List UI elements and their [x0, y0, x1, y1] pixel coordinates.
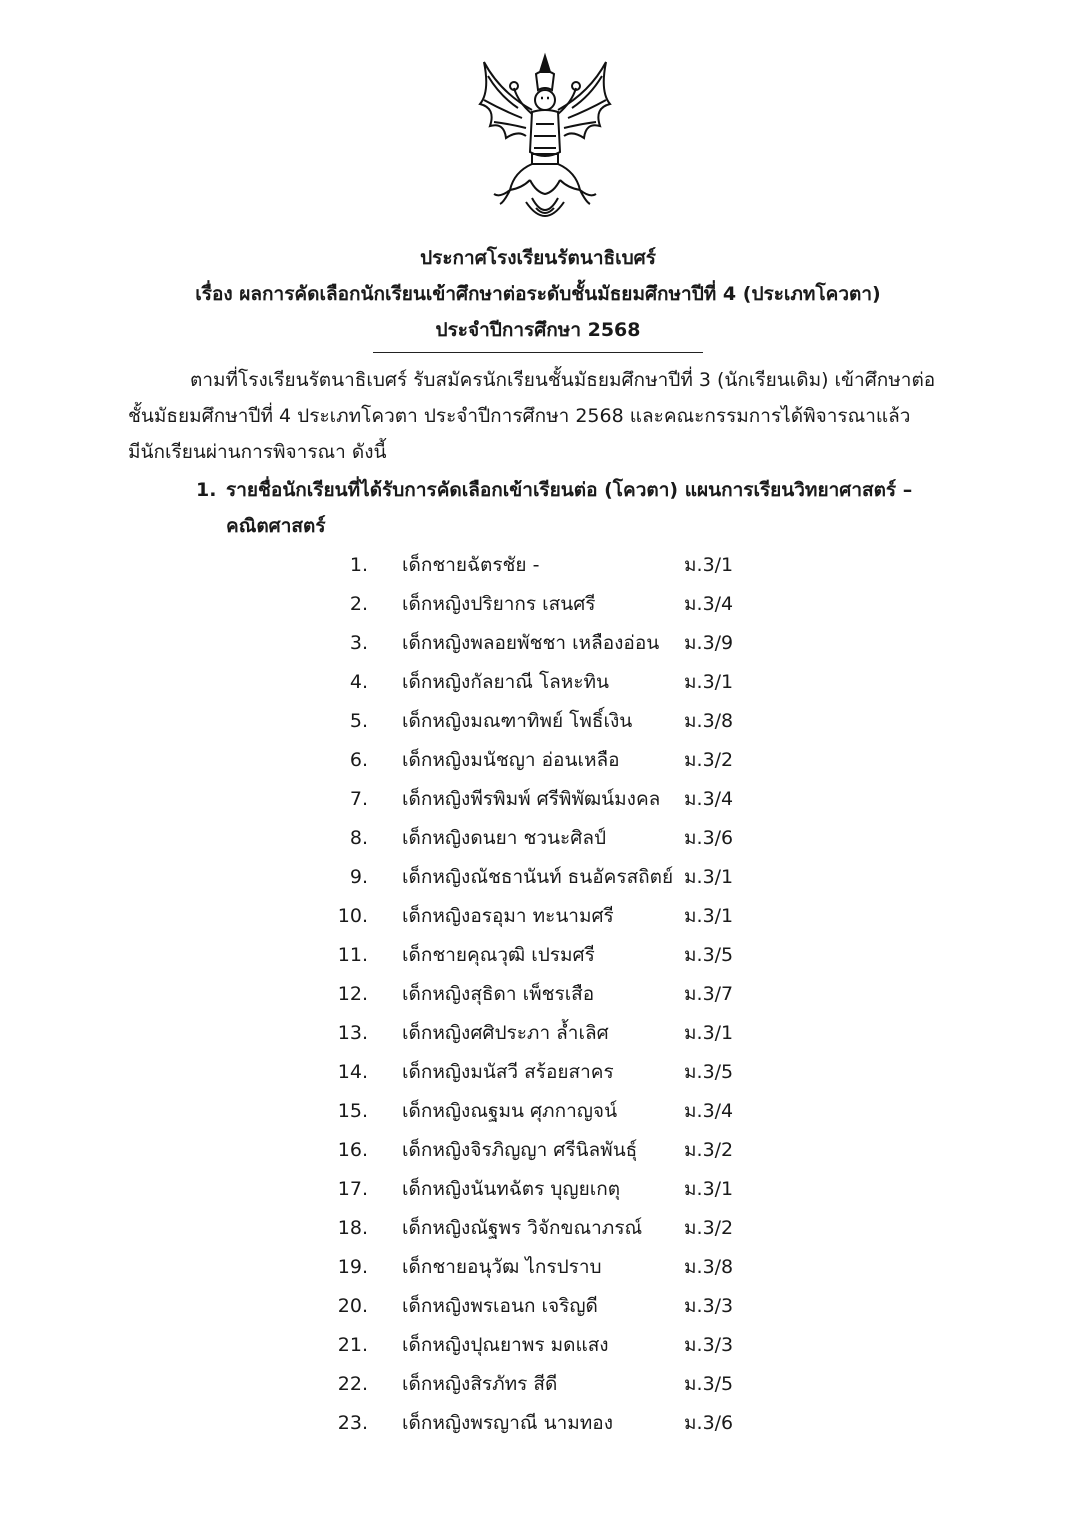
- list-item: [330, 819, 790, 858]
- list-item: [330, 1170, 790, 1209]
- student-class: ม.3/8: [684, 1256, 734, 1278]
- section-title-line-1: รายชื่อนักเรียนที่ได้รับการคัดเลือกเข้าเรียนต่อ (โควตา) แผนการเรียนวิทยาศาสตร์ –: [226, 479, 913, 501]
- student-list: [330, 546, 790, 1443]
- student-name: เด็กหญิงจิรภิญญา ศรีนิลพันธุ์: [402, 1139, 638, 1161]
- student-number: 22.: [337, 1373, 368, 1395]
- student-class: ม.3/1: [684, 1178, 734, 1200]
- student-name: เด็กชายอนุวัฒ ไกรปราบ: [402, 1256, 602, 1278]
- student-class: ม.3/3: [684, 1334, 734, 1356]
- student-number: 13.: [337, 1022, 368, 1044]
- list-item: [330, 1365, 790, 1404]
- list-item: [330, 858, 790, 897]
- student-name: เด็กหญิงณัชธานันท์ ธนอัครสถิตย์: [402, 866, 674, 888]
- student-class: ม.3/3: [684, 1295, 734, 1317]
- student-class: ม.3/4: [684, 788, 734, 810]
- student-name: เด็กชายคุณวุฒิ เปรมศรี: [402, 944, 595, 966]
- student-number: 21.: [337, 1334, 368, 1356]
- student-number: 15.: [337, 1100, 368, 1122]
- list-item: [330, 702, 790, 741]
- student-class: ม.3/5: [684, 1373, 734, 1395]
- student-name: เด็กหญิงณฐมน ศุภกาญจน์: [402, 1100, 618, 1122]
- student-name: เด็กหญิงปุณยาพร มดแสง: [402, 1334, 609, 1356]
- list-item: [330, 1131, 790, 1170]
- student-name: เด็กหญิงมนัสวี สร้อยสาคร: [402, 1061, 614, 1083]
- student-class: ม.3/1: [684, 905, 734, 927]
- section-title-line-2: คณิตศาสตร์: [226, 515, 326, 537]
- student-class: ม.3/1: [684, 866, 734, 888]
- list-item: [330, 1053, 790, 1092]
- list-item: [330, 1209, 790, 1248]
- student-number: 23.: [337, 1412, 368, 1434]
- student-class: ม.3/4: [684, 593, 734, 615]
- announcement-header: [0, 240, 1076, 353]
- student-name: เด็กหญิงกัลยาณี โลหะทิน: [402, 671, 610, 693]
- student-name: เด็กหญิงอรอุมา ทะนามศรี: [402, 905, 614, 927]
- student-name: เด็กหญิงนันทฉัตร บุญยเกตุ: [402, 1178, 621, 1200]
- list-item: [330, 897, 790, 936]
- list-item: [330, 741, 790, 780]
- student-class: ม.3/6: [684, 827, 734, 849]
- intro-paragraph: [128, 362, 958, 470]
- student-name: เด็กหญิงมณฑาทิพย์ โพธิ์เงิน: [402, 710, 633, 732]
- list-item: [330, 1014, 790, 1053]
- student-number: 11.: [337, 944, 368, 966]
- student-number: 6.: [349, 749, 368, 771]
- student-number: 12.: [337, 983, 368, 1005]
- student-class: ม.3/5: [684, 1061, 734, 1083]
- student-number: 7.: [349, 788, 368, 810]
- student-name: เด็กชายฉัตรชัย -: [402, 554, 540, 576]
- student-class: ม.3/6: [684, 1412, 734, 1434]
- announcement-subject: เรื่อง ผลการคัดเลือกนักเรียนเข้าศึกษาต่อระดับชั้นมัธยมศึกษาปีที่ 4 (ประเภทโควตา): [195, 283, 881, 305]
- student-number: 3.: [349, 632, 368, 654]
- list-item: [330, 975, 790, 1014]
- student-name: เด็กหญิงพลอยพัชชา เหลืองอ่อน: [402, 632, 660, 654]
- list-item: [330, 1326, 790, 1365]
- student-name: เด็กหญิงมนัชญา อ่อนเหลือ: [402, 749, 620, 771]
- student-class: ม.3/4: [684, 1100, 734, 1122]
- student-class: ม.3/9: [684, 632, 734, 654]
- list-item: [330, 663, 790, 702]
- list-item: [330, 936, 790, 975]
- student-number: 17.: [337, 1178, 368, 1200]
- student-class: ม.3/2: [684, 749, 734, 771]
- student-number: 19.: [337, 1256, 368, 1278]
- list-item: [330, 624, 790, 663]
- student-number: 16.: [337, 1139, 368, 1161]
- student-name: เด็กหญิงพรญาณี นามทอง: [402, 1412, 613, 1434]
- student-number: 14.: [337, 1061, 368, 1083]
- section-number: 1.: [196, 479, 217, 501]
- student-name: เด็กหญิงพีรพิมพ์ ศรีพิพัฒน์มงคล: [402, 788, 661, 810]
- announcement-title: ประกาศโรงเรียนรัตนาธิเบศร์: [420, 247, 656, 269]
- student-number: 1.: [349, 554, 368, 576]
- list-item: [330, 546, 790, 585]
- student-class: ม.3/7: [684, 983, 734, 1005]
- student-class: ม.3/1: [684, 554, 734, 576]
- student-number: 10.: [337, 905, 368, 927]
- student-name: เด็กหญิงพรเอนก เจริญดี: [402, 1295, 598, 1317]
- student-number: 5.: [349, 710, 368, 732]
- intro-line-1: ตามที่โรงเรียนรัตนาธิเบศร์ รับสมัครนักเรียนชั้นมัธยมศึกษาปีที่ 3 (นักเรียนเดิม) เข้าศึกษาต่อ: [190, 369, 936, 391]
- student-name: เด็กหญิงศศิประภา ล้ำเลิศ: [402, 1022, 609, 1044]
- student-number: 2.: [349, 593, 368, 615]
- student-name: เด็กหญิงปริยากร เสนศรี: [402, 593, 596, 615]
- student-number: 9.: [349, 866, 368, 888]
- student-class: ม.3/5: [684, 944, 734, 966]
- list-item: [330, 1404, 790, 1443]
- student-name: เด็กหญิงสิรภัทร สีดี: [402, 1373, 558, 1395]
- academic-year: ประจำปีการศึกษา 2568: [435, 319, 641, 341]
- list-item: [330, 1092, 790, 1131]
- student-number: 8.: [349, 827, 368, 849]
- student-name: เด็กหญิงดนยา ชวนะศิลป์: [402, 827, 607, 849]
- list-item: [330, 1287, 790, 1326]
- student-class: ม.3/2: [684, 1139, 734, 1161]
- student-class: ม.3/1: [684, 1022, 734, 1044]
- list-item: [330, 585, 790, 624]
- intro-line-3: มีนักเรียนผ่านการพิจารณา ดังนี้: [128, 441, 387, 463]
- header-divider: [373, 352, 703, 353]
- student-number: 4.: [349, 671, 368, 693]
- student-number: 18.: [337, 1217, 368, 1239]
- student-class: ม.3/8: [684, 710, 734, 732]
- intro-line-2: ชั้นมัธยมศึกษาปีที่ 4 ประเภทโควตา ประจำปีการศึกษา 2568 และคณะกรรมการได้พิจารณาแล้ว: [128, 405, 911, 427]
- student-name: เด็กหญิงสุธิดา เพ็ชรเสือ: [402, 983, 595, 1005]
- garuda-emblem-icon: [470, 52, 620, 230]
- list-item: [330, 780, 790, 819]
- student-class: ม.3/2: [684, 1217, 734, 1239]
- list-item: [330, 1248, 790, 1287]
- student-number: 20.: [337, 1295, 368, 1317]
- student-name: เด็กหญิงณัฐพร วิจักขณาภรณ์: [402, 1217, 643, 1239]
- student-class: ม.3/1: [684, 671, 734, 693]
